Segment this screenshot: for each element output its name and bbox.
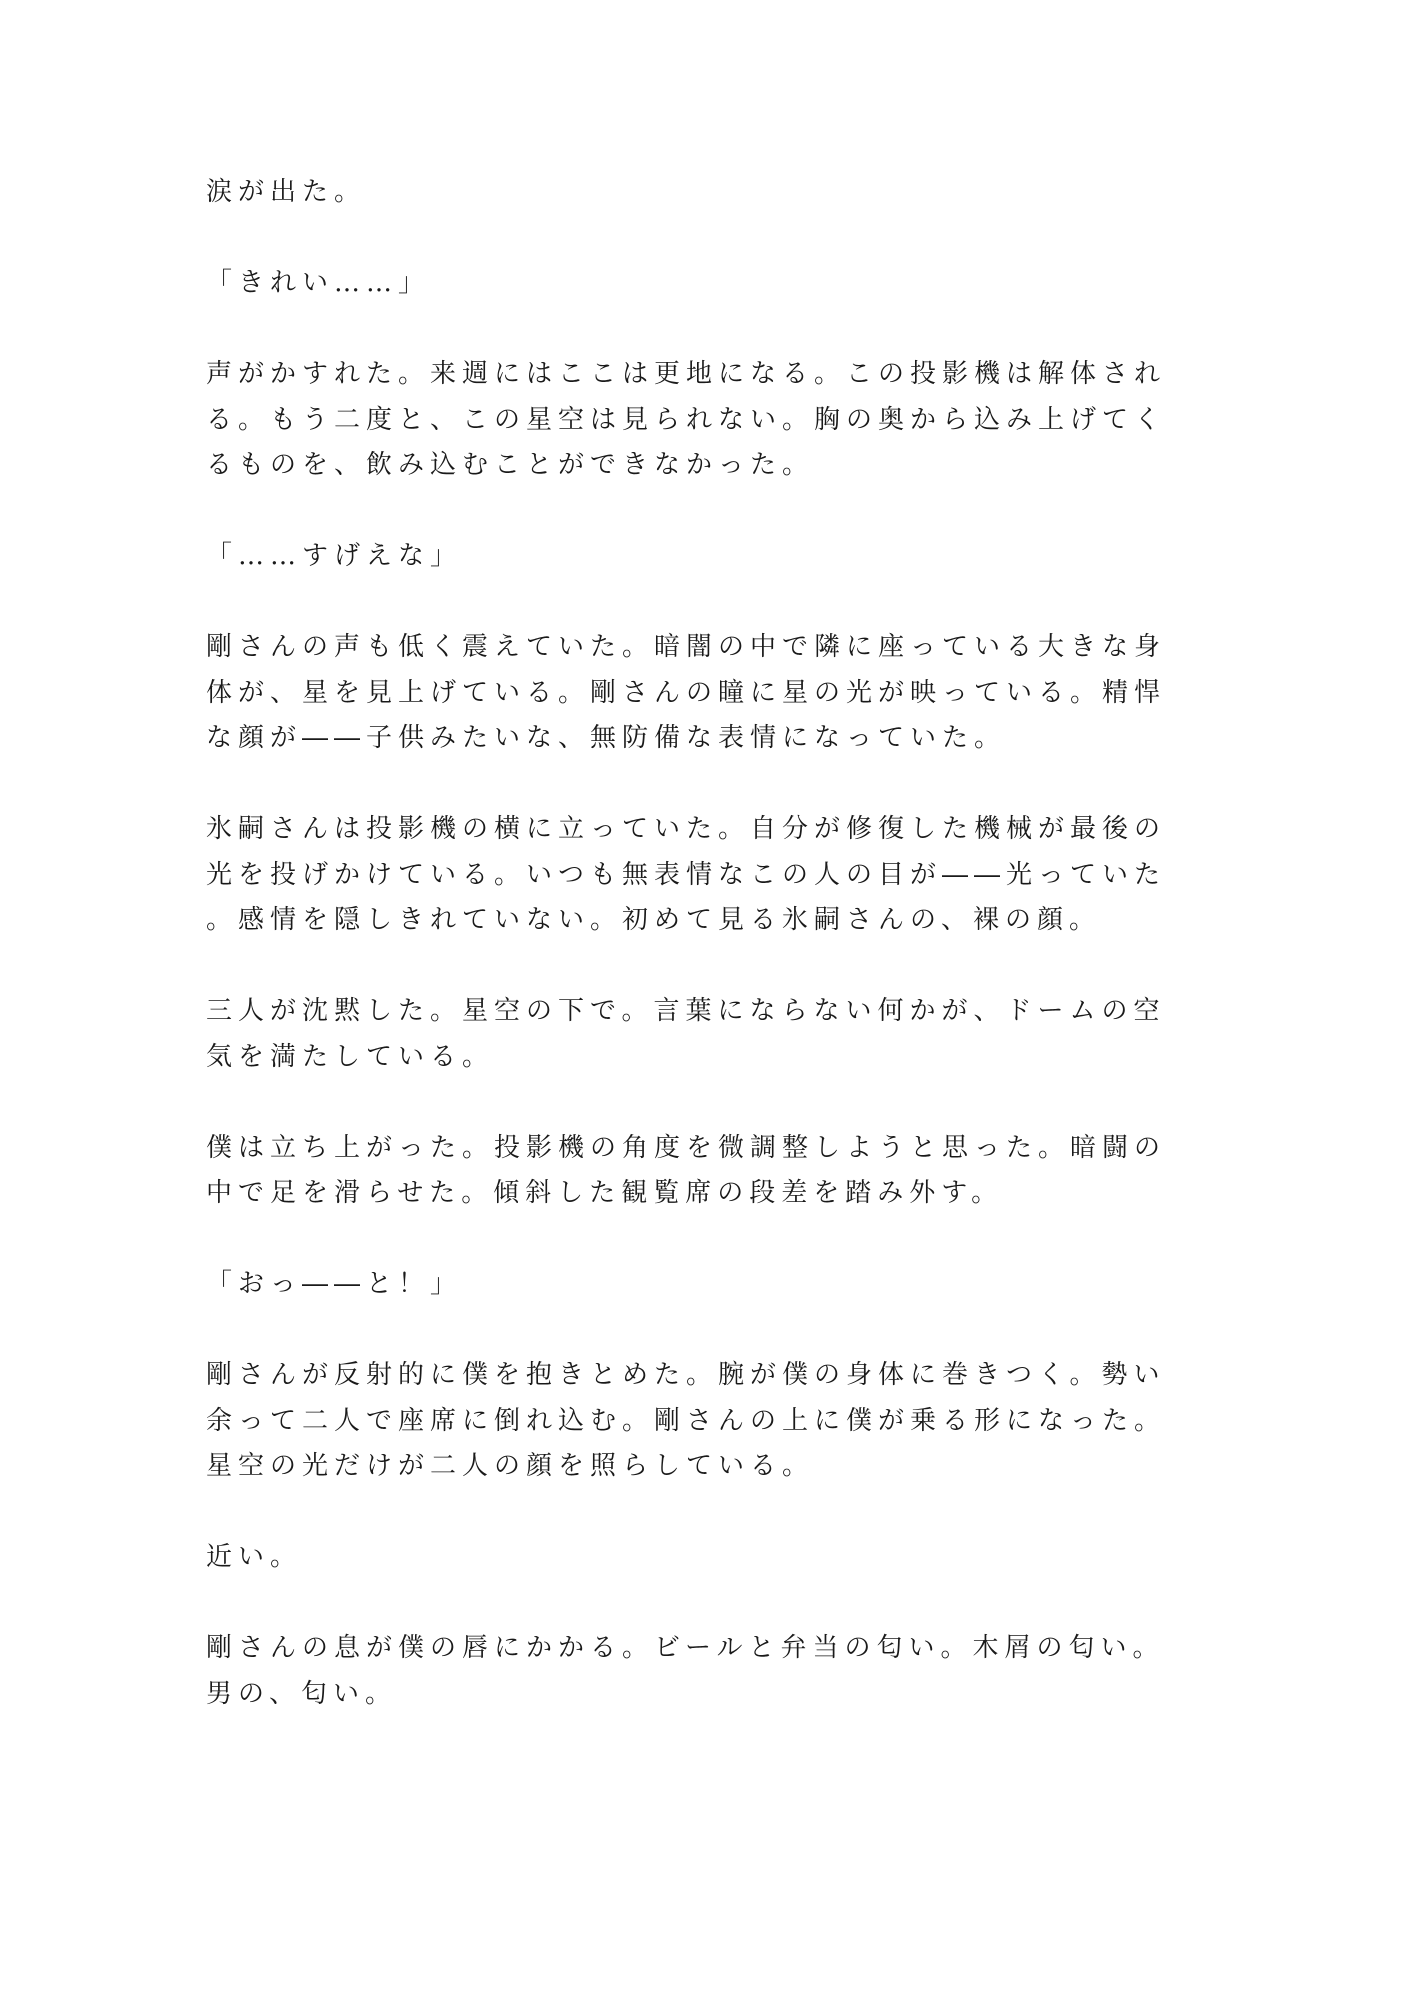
paragraph [206, 1262, 1206, 1308]
text-line: 涙が出た。 [206, 177, 367, 207]
text-line: 三人が沈黙した。星空の下で。言葉にならない何かが、ドームの空 [206, 996, 1166, 1026]
text-line: 剛さんの息が僕の唇にかかる。ビールと弁当の匂い。木屑の匂い。 [206, 1633, 1165, 1663]
paragraph [206, 534, 1206, 580]
paragraph [206, 1126, 1206, 1217]
text-line: 近い。 [206, 1542, 303, 1572]
text-line: 光を投げかけている。いつも無表情なこの人の目が――光っていた [206, 859, 1167, 890]
paragraph [206, 625, 1206, 762]
paragraph [206, 807, 1206, 944]
text-line: 余って二人で座席に倒れ込む。剛さんの上に僕が乗る形になった。 [206, 1405, 1167, 1436]
paragraph [206, 1626, 1206, 1717]
text-line: 体が、星を見上げている。剛さんの瞳に星の光が映っている。精悍 [206, 677, 1167, 708]
paragraph [206, 1353, 1206, 1490]
text-line: 氷嗣さんは投影機の横に立っていた。自分が修復した機械が最後の [206, 814, 1167, 844]
text-line: 「おっ――と！」 [206, 1269, 463, 1299]
text-line: 声がかすれた。来週にはここは更地になる。この投影機は解体され [206, 359, 1167, 389]
text-line: 「……すげえな」 [206, 541, 463, 571]
paragraph [206, 170, 1206, 216]
text-line: 気を満たしている。 [206, 1041, 495, 1072]
text-line: 中で足を滑らせた。傾斜した観覧席の段差を踏み外す。 [206, 1178, 1004, 1208]
text-line: な顔が――子供みたいな、無防備な表情になっていた。 [206, 723, 1007, 753]
text-line: 星空の光だけが二人の顔を照らしている。 [206, 1451, 815, 1481]
text-line: 剛さんが反射的に僕を抱きとめた。腕が僕の身体に巻きつく。勢い [206, 1360, 1166, 1390]
paragraph [206, 261, 1206, 307]
text-line: る。もう二度と、この星空は見られない。胸の奥から込み上げてく [206, 404, 1167, 435]
text-line: 「きれい……」 [206, 268, 431, 298]
paragraph [206, 989, 1206, 1080]
text-line: 。感情を隠しきれていない。初めて見る氷嗣さんの、裸の顔。 [206, 905, 1101, 935]
text-line: 男の、匂い。 [206, 1678, 397, 1709]
text-line: 僕は立ち上がった。投影機の角度を微調整しようと思った。暗闘の [206, 1132, 1167, 1163]
document-page [206, 170, 1206, 1763]
paragraph [206, 1535, 1206, 1581]
text-line: 剛さんの声も低く震えていた。暗闇の中で隣に座っている大きな身 [206, 632, 1167, 662]
text-line: るものを、飲み込むことができなかった。 [206, 450, 815, 480]
paragraph [206, 352, 1206, 489]
